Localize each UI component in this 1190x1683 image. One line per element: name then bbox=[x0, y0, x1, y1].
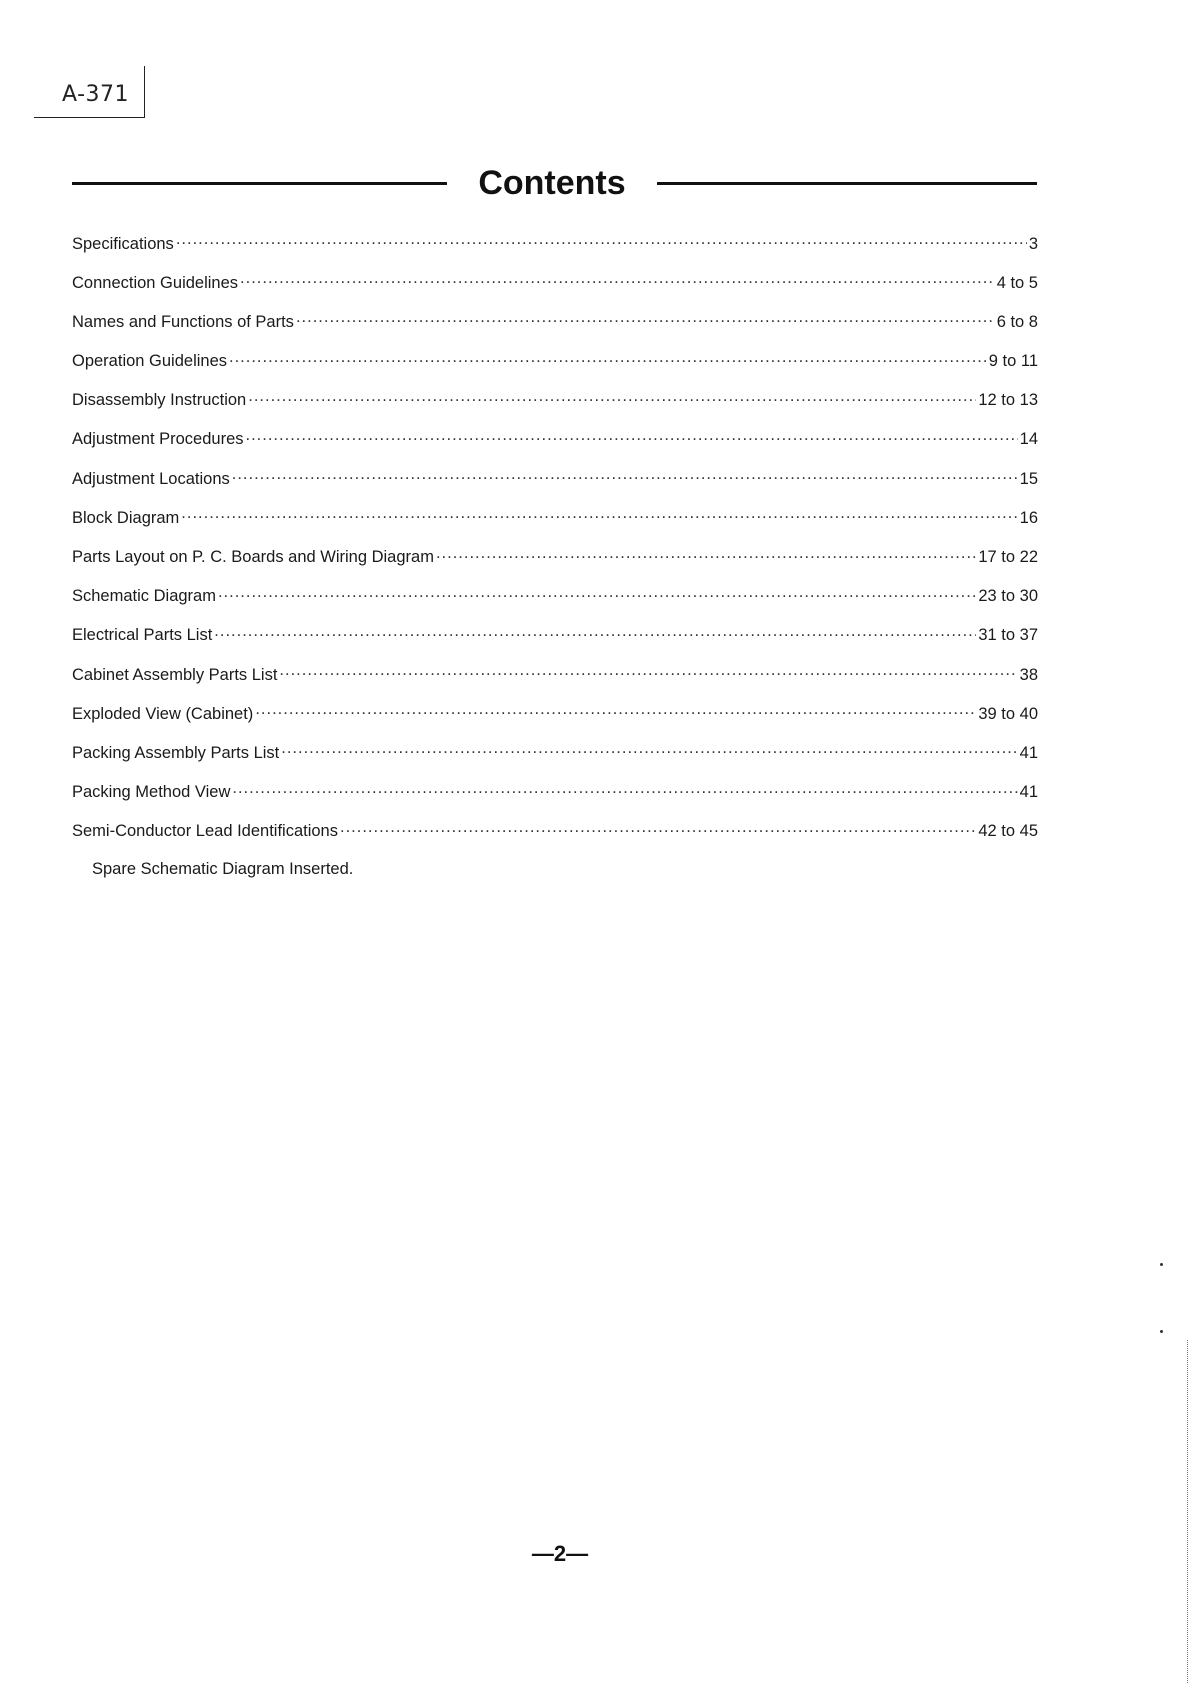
toc-leader-dots bbox=[232, 467, 1018, 484]
toc-leader-dots bbox=[248, 389, 976, 406]
toc-entry-label: Exploded View (Cabinet) bbox=[72, 704, 254, 723]
toc-leader-dots bbox=[340, 820, 976, 837]
scan-speck bbox=[1160, 1330, 1163, 1333]
toc-entry bbox=[72, 232, 1038, 271]
toc-entry-page: 31 to 37 bbox=[978, 626, 1038, 645]
toc-leader-dots bbox=[296, 310, 995, 327]
toc-entry-page: 9 to 11 bbox=[988, 352, 1038, 371]
toc-leader-dots bbox=[246, 428, 1018, 445]
page-number: —2— bbox=[531, 1541, 589, 1566]
scan-edge-line bbox=[1187, 1340, 1188, 1683]
toc-entry bbox=[72, 781, 1038, 820]
toc-entry-page: 14 bbox=[1019, 430, 1038, 449]
table-of-contents bbox=[72, 232, 1038, 859]
toc-entry-page: 17 to 22 bbox=[978, 548, 1038, 566]
toc-entry-page: 41 bbox=[1019, 743, 1038, 762]
toc-leader-dots bbox=[229, 350, 987, 367]
toc-entry-label: Names and Functions of Parts bbox=[72, 312, 294, 331]
toc-entry-label: Packing Assembly Parts List bbox=[72, 743, 280, 762]
toc-leader-dots bbox=[232, 781, 1017, 798]
toc-entry bbox=[72, 428, 1038, 467]
toc-entry-label: Cabinet Assembly Parts List bbox=[72, 665, 278, 684]
toc-entry bbox=[72, 389, 1038, 428]
toc-leader-dots bbox=[281, 741, 1017, 758]
toc-entry-label: Specifications bbox=[72, 234, 174, 253]
toc-entry-label: Operation Guidelines bbox=[72, 352, 228, 371]
toc-entry-page: 4 to 5 bbox=[996, 273, 1038, 292]
toc-entry-page: 23 to 30 bbox=[978, 587, 1038, 606]
toc-entry-page: 15 bbox=[1019, 469, 1038, 488]
scan-speck bbox=[1160, 1263, 1163, 1266]
toc-entry bbox=[72, 663, 1038, 702]
toc-leader-dots bbox=[176, 232, 1027, 249]
toc-entry bbox=[72, 702, 1038, 741]
insert-note: Spare Schematic Diagram Inserted. bbox=[92, 860, 354, 878]
toc-entry bbox=[72, 350, 1038, 389]
toc-entry-label: Adjustment Procedures bbox=[72, 430, 244, 449]
page-title: Contents bbox=[478, 164, 626, 202]
toc-leader-dots bbox=[436, 546, 976, 563]
toc-entry bbox=[72, 546, 1038, 585]
toc-leader-dots bbox=[218, 585, 976, 602]
toc-entry-page: 38 bbox=[1019, 665, 1038, 684]
toc-entry-page: 42 to 45 bbox=[978, 822, 1038, 841]
toc-entry-label: Block Diagram bbox=[72, 508, 180, 527]
toc-entry-label: Packing Method View bbox=[72, 783, 231, 802]
toc-entry bbox=[72, 820, 1038, 859]
toc-leader-dots bbox=[240, 271, 995, 288]
toc-entry-label: Disassembly Instruction bbox=[72, 391, 247, 410]
toc-entry bbox=[72, 271, 1038, 310]
toc-entry-label: Adjustment Locations bbox=[72, 469, 230, 488]
toc-entry-page: 6 to 8 bbox=[996, 312, 1038, 331]
toc-entry-page: 41 bbox=[1019, 783, 1038, 802]
model-number-box bbox=[34, 66, 145, 118]
toc-entry-page: 16 bbox=[1019, 508, 1038, 527]
toc-leader-dots bbox=[181, 506, 1017, 523]
toc-entry-label: Electrical Parts List bbox=[72, 626, 213, 645]
toc-leader-dots bbox=[279, 663, 1017, 680]
toc-entry bbox=[72, 585, 1038, 624]
title-row bbox=[72, 160, 1037, 206]
toc-entry-label: Schematic Diagram bbox=[72, 587, 216, 606]
model-number: A-371 bbox=[62, 82, 129, 107]
toc-entry-page: 39 to 40 bbox=[978, 704, 1038, 723]
toc-leader-dots bbox=[255, 702, 976, 719]
toc-entry bbox=[72, 624, 1038, 663]
toc-entry-label: Connection Guidelines bbox=[72, 273, 239, 292]
toc-entry bbox=[72, 506, 1038, 545]
title-rule-left bbox=[72, 182, 447, 185]
toc-entry bbox=[72, 741, 1038, 780]
title-rule-right bbox=[657, 182, 1037, 185]
toc-entry-page: 12 to 13 bbox=[978, 391, 1038, 410]
toc-entry-label: Semi-Conductor Lead Identifications bbox=[72, 822, 338, 841]
toc-entry bbox=[72, 467, 1038, 506]
toc-entry-label: Parts Layout on P. C. Boards and Wiring Diagram bbox=[72, 548, 434, 566]
toc-leader-dots bbox=[214, 624, 976, 641]
toc-entry-page: 3 bbox=[1028, 234, 1038, 253]
toc-entry bbox=[72, 310, 1038, 349]
